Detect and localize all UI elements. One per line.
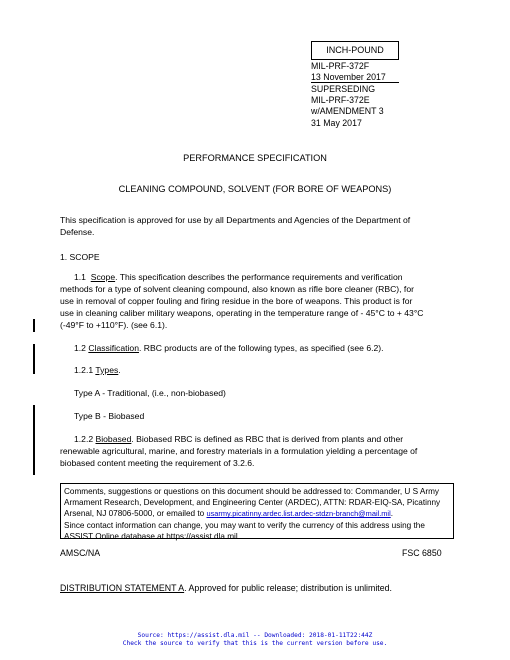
para-1-2-1-dot: .: [118, 365, 121, 375]
inch-pound-box: [311, 41, 399, 60]
comments-line-1: Comments, suggestions or questions on this document should be addressed to: Commander, U S Army: [64, 487, 439, 496]
distribution-label: DISTRIBUTION STATEMENT A: [60, 583, 185, 593]
para-1-2-text: . RBC products are of the following types, as specified (see 6.2).: [138, 343, 384, 353]
para-1-1-line-1: [60, 271, 450, 283]
amsc-code: AMSC/NA: [60, 548, 101, 558]
approval-line-2: Defense.: [60, 227, 95, 237]
approval-statement: [60, 214, 450, 238]
comments-line-2: Armament Research, Development, and Engineering Center (ARDEC), ATTN: RDAR-EIQ-SA, Picatinny: [64, 498, 441, 508]
distribution-text: . Approved for public release; distribution is unlimited.: [184, 583, 392, 593]
para-1-2-2-line-2: renewable agricultural, marine, and forestry materials in a formulation yielding a percentage of: [60, 446, 418, 456]
para-1-2-1-number: 1.2.1: [74, 365, 94, 375]
change-bar: [33, 405, 35, 475]
fsc-code: FSC 6850: [402, 548, 442, 558]
amendment-label: w/AMENDMENT 3: [311, 106, 384, 116]
para-1-2-2-text-1: . Biobased RBC is defined as RBC that is derived from plants and other: [131, 434, 404, 444]
paragraph-1-2-2: [60, 433, 450, 469]
para-1-2-2-number: 1.2.2: [74, 434, 94, 444]
para-1-2-2-line-1: [60, 433, 450, 445]
para-1-1-text-1: . This specification describes the performance requirements and verification: [115, 272, 403, 282]
approval-line-1: This specification is approved for use by all Departments and Agencies of the Department of: [60, 215, 411, 225]
email-link[interactable]: usarmy.picatinny.ardec.list.ardec-stdzn-branch@mail.mil: [206, 509, 391, 519]
type-a-line: Type A - Traditional, (i.e., non-biobased): [74, 388, 226, 398]
spec-name-title: CLEANING COMPOUND, SOLVENT (FOR BORE OF WEAPONS): [118, 184, 392, 194]
type-b-line: Type B - Biobased: [74, 411, 145, 421]
distribution-statement: [60, 583, 392, 593]
scope-heading: 1. SCOPE: [60, 252, 100, 262]
para-1-2-2-line-3: biobased content meeting the requirement of 3.2.6.: [60, 458, 255, 468]
doc-id: MIL-PRF-372F: [311, 61, 370, 71]
para-1-2-number: 1.2: [74, 343, 86, 353]
para-1-1-number: 1.1: [74, 272, 86, 282]
inch-pound-label: INCH-POUND: [326, 45, 384, 55]
spec-type-title: PERFORMANCE SPECIFICATION: [183, 153, 327, 163]
superseding-label: SUPERSEDING: [311, 84, 376, 94]
para-1-1-line-4: use in cleaning caliber military weapons, operating in the temperature range of - 45°C to + 43°C: [60, 308, 424, 318]
comments-box: [60, 483, 454, 539]
para-1-2-1-title: Types: [95, 365, 119, 375]
change-bar: [33, 344, 35, 374]
para-1-1-line-2: methods for a type of solvent cleaning compound, also known as rifle bore cleaner (RBC), for: [60, 284, 414, 294]
superseded-date: 31 May 2017: [311, 118, 362, 128]
footer-line-1: Source: https://assist.dla.mil -- Downloaded: 2018-01-11T22:44Z: [137, 632, 373, 639]
para-1-1-title: Scope: [90, 272, 116, 282]
comments-line-3-text: Arsenal, NJ 07806-5000, or emailed to: [64, 509, 207, 519]
para-1-1-line-5: (-49°F to +110°F). (see 6.1).: [60, 320, 168, 330]
comments-line-4: Since contact information can change, you may want to verify the currency of this address using the: [64, 520, 425, 530]
header-rule: [311, 82, 399, 83]
comments-line-5: ASSIST Online database at https://assist.dla.mil.: [64, 531, 240, 541]
source-footer: [0, 632, 510, 648]
para-1-2-title: Classification: [88, 343, 139, 353]
doc-date: 13 November 2017: [311, 72, 386, 82]
comments-line-3: [64, 508, 450, 519]
para-1-1-line-3: use in removal of copper fouling and firing residue in the bore of weapons. This product is for: [60, 296, 413, 306]
superseded-doc-id: MIL-PRF-372E: [311, 95, 370, 105]
paragraph-1-2-1: [60, 364, 464, 376]
paragraph-1-1: [60, 271, 450, 331]
footer-line-2: Check the source to verify that this is the current version before use.: [122, 640, 388, 647]
comments-line-3-end: .: [390, 509, 394, 519]
paragraph-1-2: [60, 342, 464, 354]
para-1-2-2-title: Biobased: [95, 434, 132, 444]
change-bar: [33, 319, 35, 332]
